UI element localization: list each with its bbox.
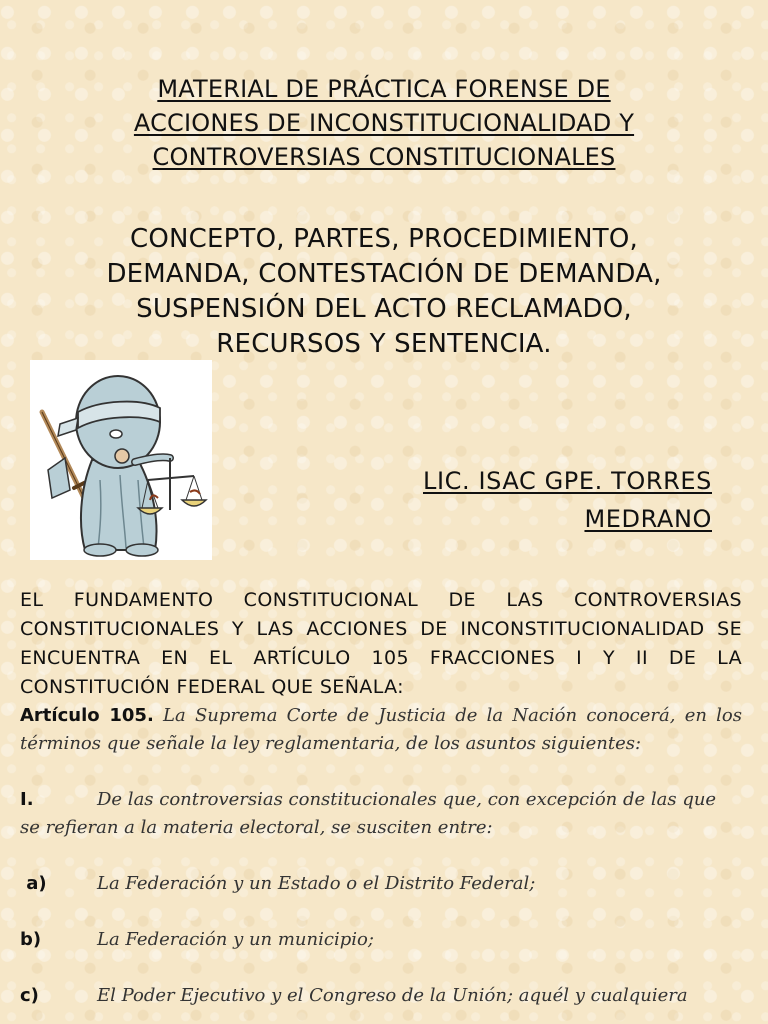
subtitle-line-2: DEMANDA, CONTESTACIÓN DE DEMANDA, — [106, 259, 662, 289]
article-paragraph — [20, 702, 742, 758]
lady-justice-icon — [30, 360, 212, 560]
document-title — [0, 72, 768, 174]
title-line-1: MATERIAL DE PRÁCTICA FORENSE DE — [157, 75, 611, 103]
intro-paragraph: EL FUNDAMENTO CONSTITUCIONAL DE LAS CONTROVERSIAS CONSTITUCIONALES Y LAS ACCIONES DE INCONSTITUCIONALIDAD SE ENCUENTRA EN EL ARTÍCULO 105 FRACCIONES I Y II DE LA CONSTITUCIÓN FEDERAL QUE SEÑALA: — [20, 589, 742, 698]
item-text: El Poder Ejecutivo y el Congreso de la Unión; aquél y cualquiera — [97, 985, 688, 1006]
item-marker: b) — [20, 929, 42, 950]
title-line-2: ACCIONES DE INCONSTITUCIONALIDAD Y — [133, 109, 635, 137]
article-label: Artículo 105. — [20, 705, 154, 726]
item-marker: I. — [20, 789, 34, 810]
subtitle-line-1: CONCEPTO, PARTES, PROCEDIMIENTO, — [130, 224, 638, 254]
spacer — [20, 954, 742, 982]
document-subtitle — [0, 222, 768, 362]
title-line-3: CONTROVERSIAS CONSTITUCIONALES — [152, 143, 616, 171]
item-marker: c) — [20, 985, 39, 1006]
item-text: La Federación y un Estado o el Distrito Federal; — [97, 873, 536, 894]
subtitle-line-4: RECURSOS Y SENTENCIA. — [216, 329, 552, 359]
spacer — [20, 758, 742, 786]
list-item — [20, 786, 742, 842]
subtitle-line-3: SUSPENSIÓN DEL ACTO RECLAMADO, — [136, 294, 632, 324]
list-item — [20, 870, 742, 898]
document-body — [20, 586, 742, 1010]
article-text: La Suprema Corte de Justicia de la Nación conocerá, en los términos que señale la ley reglamentaria, de los asuntos siguientes: — [20, 705, 743, 754]
item-text: De las controversias constitucionales que, con excepción de las que — [97, 789, 717, 810]
author-name — [352, 462, 712, 538]
item-marker: a) — [20, 873, 47, 894]
spacer — [20, 898, 742, 926]
item-text: La Federación y un municipio; — [97, 929, 374, 950]
list-item — [20, 982, 742, 1010]
item-continuation: se refieran a la materia electoral, se susciten entre: — [20, 817, 493, 838]
spacer — [20, 842, 742, 870]
list-item — [20, 926, 742, 954]
author-line-1: LIC. ISAC GPE. TORRES — [423, 467, 712, 495]
author-line-2: MEDRANO — [584, 505, 712, 533]
